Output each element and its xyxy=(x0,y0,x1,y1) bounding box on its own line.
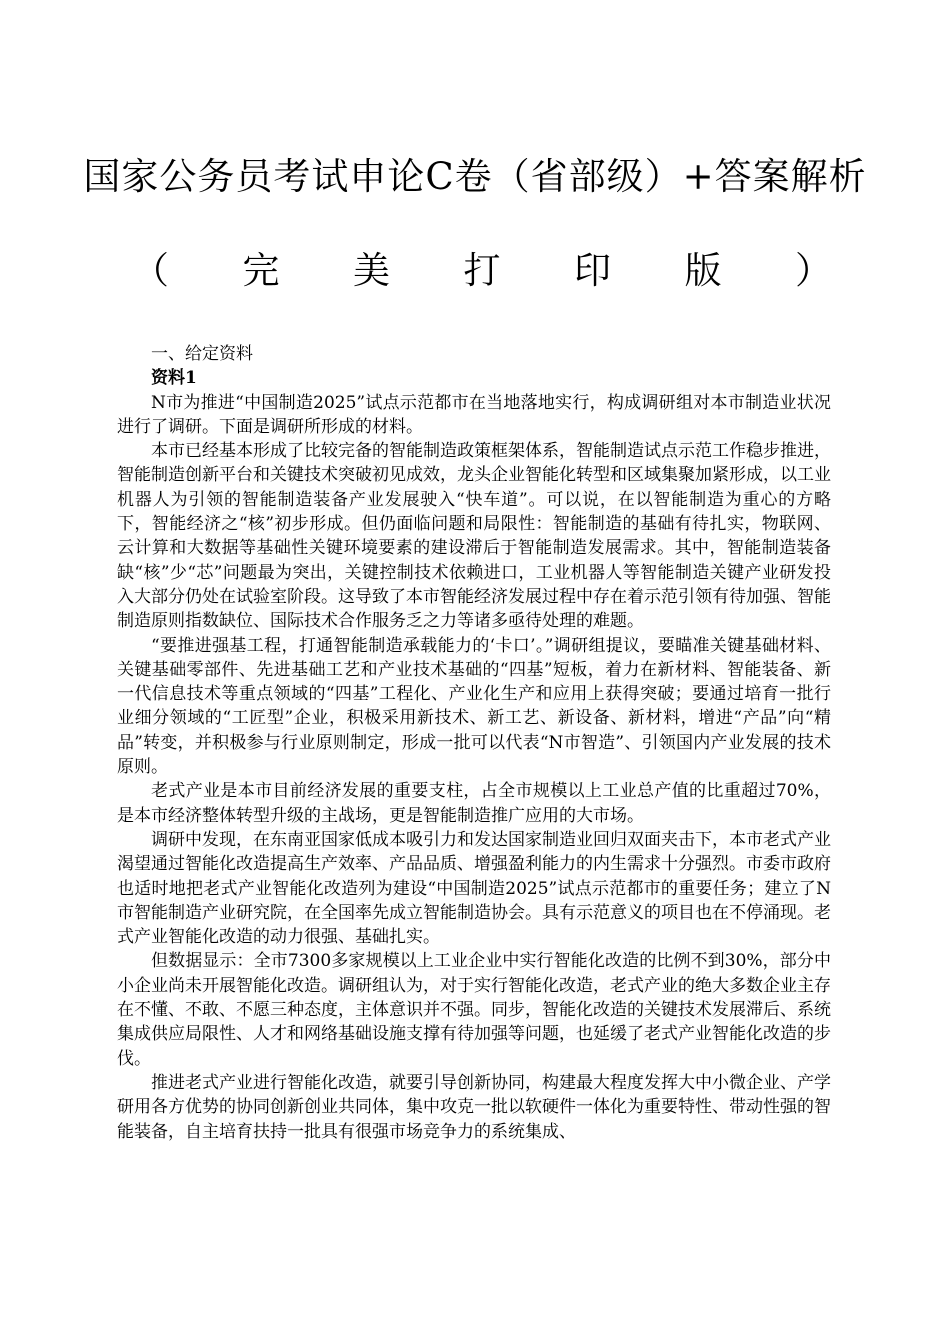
material-label: 资料1 xyxy=(151,368,197,389)
paragraph: 但数据显示：全市7300多家规模以上工业企业中实行智能化改造的比例不到30%，部分中小企业尚未开展智能化改造。调研组认为，对于实行智能化改造，老式产业的绝大多数企业主存在不懂、不敢、不愿三种态度，主体意识并不强。同步，智能化改造的关键技术发展滞后、系统集成供应局限性、人才和网络基础设施支撑有待加强等问题，也延缓了老式产业智能化改造的步伐。 xyxy=(117,951,831,1069)
subtitle-char: （ xyxy=(132,249,169,292)
document-body xyxy=(117,342,831,1144)
section-heading: 一、给定资料 xyxy=(151,344,253,364)
paragraph: N市为推进“中国制造2025”试点示范都市在当地落地实行，构成调研组对本市制造业状况进行了调研。下面是调研所形成的材料。 xyxy=(117,392,831,437)
paragraph: 推进老式产业进行智能化改造，就要引导创新协同，构建最大程度发挥大中小微企业、产学研用各方优势的协同创新创业共同体，集中攻克一批以软硬件一体化为重要特性、带动性强的智能装备，自主培育扶持一批具有很强市场竞争力的系统集成、 xyxy=(117,1072,831,1142)
subtitle-char: 印 xyxy=(574,249,611,292)
document-subtitle xyxy=(132,240,832,290)
subtitle-char: 完 xyxy=(242,249,280,292)
paragraph: 本市已经基本形成了比较完备的智能制造政策框架体系，智能制造试点示范工作稳步推进，智能制造创新平台和关键技术突破初见成效，龙头企业智能化转型和区域集聚加紧形成，以工业机器人为引领的智能制造装备产业发展驶入“快车道”。可以说，在以智能制造为重心的方略下，智能经济之“核”初步形成。但仍面临问题和局限性：智能制造的基础有待扎实，物联网、云计算和大数据等基础性关键环境要素的建设滞后于智能制造发展需求。其中，智能制造装备缺“核”少“芯”问题最为突出，关键控制技术依赖进口，工业机器人等智能制造关键产业研发投入大部分仍处在试验室阶段。这导致了本市智能经济发展过程中存在着示范引领有待加强、智能制造原则指数缺位、国际技术合作服务乏之力等诸多亟待处理的难题。 xyxy=(117,441,831,632)
subtitle-char: ） xyxy=(795,249,832,292)
subtitle-char: 打 xyxy=(463,249,501,292)
document-title: 国家公务员考试申论C卷（省部级）+答案解析 xyxy=(83,155,867,198)
paragraph: 调研中发现，在东南亚国家低成本吸引力和发达国家制造业回归双面夹击下，本市老式产业渴望通过智能化改造提高生产效率、产品品质、增强盈利能力的内生需求十分强烈。市委市政府也适时地把老式产业智能化改造列为建设“中国制造2025”试点示范都市的重要任务；建立了N市智能制造产业研究院，在全国率先成立智能制造协会。具有示范意义的项目也在不停涌现。老式产业智能化改造的动力很强、基础扎实。 xyxy=(117,829,831,948)
paragraph: 老式产业是本市目前经济发展的重要支柱，占全市规模以上工业总产值的比重超过70%，是本市经济整体转型升级的主战场，更是智能制造推广应用的大市场。 xyxy=(117,781,831,826)
paragraph: “要推进强基工程，打通智能制造承载能力的‘卡口’。”调研组提议，要瞄准关键基础材料、关键基础零部件、先进基础工艺和产业技术基础的“四基”短板，着力在新材料、智能装备、新一代信息技术等重点领域的“四基”工程化、产业化生产和应用上获得突破；要通过培育一批行业细分领域的“工匠型”企业，积极采用新技术、新工艺、新设备、新材料，增进“产品”向“精品”转变，并积极参与行业原则制定，形成一批可以代表“N市智造”、引领国内产业发展的技术原则。 xyxy=(117,635,831,778)
subtitle-char: 版 xyxy=(684,249,722,292)
subtitle-char: 美 xyxy=(353,249,390,292)
